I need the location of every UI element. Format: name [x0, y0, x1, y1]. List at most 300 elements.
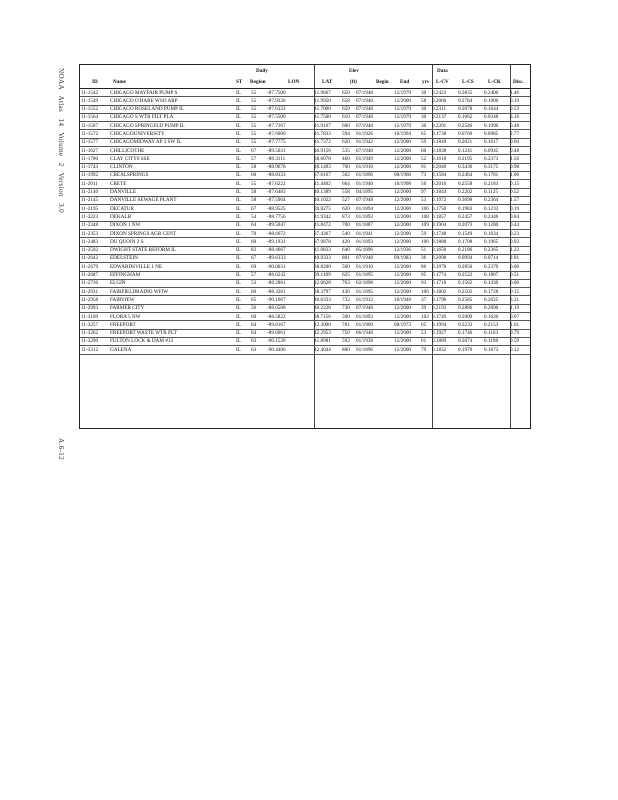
- cell-name: DIXON SPRINGS AGR CENT: [110, 230, 177, 237]
- cell-elev: 540: [342, 230, 350, 237]
- cell-lcv: 0.2060: [432, 97, 447, 104]
- cell-id: 11-1549: [81, 97, 99, 104]
- cell-name: FLORA 5 NW: [110, 313, 141, 320]
- cell-lon: -87.6483: [267, 189, 286, 196]
- cell-name: CREALSPRINGS: [110, 172, 149, 179]
- cell-region: 63: [251, 346, 257, 353]
- cell-begin: 07/1948: [356, 305, 374, 312]
- table-row: [80, 147, 530, 155]
- header-lon: LON: [288, 79, 300, 85]
- cell-end: 12/2000: [394, 313, 412, 320]
- cell-elev: 781: [342, 321, 350, 328]
- cell-lcv: 0.2137: [432, 114, 447, 121]
- cell-begin: 01/1910: [356, 164, 374, 171]
- cell-lcv: 0.1888: [432, 238, 447, 245]
- cell-lck: 0.1233: [484, 205, 499, 212]
- cell-end: 12/2000: [394, 147, 412, 154]
- cell-lat: 39.8275: [314, 205, 331, 212]
- cell-lon: -89.6061: [267, 330, 286, 337]
- cell-yrs: 52: [421, 155, 427, 162]
- cell-lcv: 0.1927: [432, 330, 447, 337]
- table-row: [80, 172, 530, 180]
- cell-st: IL: [236, 330, 241, 337]
- cell-lat: 39.1189: [314, 272, 331, 279]
- cell-begin: 01/1893: [356, 313, 374, 320]
- cell-lck: 0.1887: [484, 272, 499, 279]
- cell-id: 11-2993: [81, 305, 99, 312]
- cell-begin: 07/1940: [356, 97, 374, 104]
- cell-yrs: 106: [421, 288, 429, 295]
- cell-lcv: 0.1748: [432, 230, 447, 237]
- cell-yrs: 108: [421, 213, 429, 220]
- cell-begin: 01/1938: [356, 338, 374, 345]
- cell-lcs: 0.2195: [458, 155, 473, 162]
- table-row: [80, 114, 530, 122]
- table-row: [80, 321, 530, 329]
- cell-lcs: 0.1983: [458, 205, 473, 212]
- cell-region: 53: [251, 280, 257, 287]
- cell-lck: 0.1965: [484, 238, 499, 245]
- cell-end: 10/1948: [394, 296, 412, 303]
- cell-st: IL: [236, 197, 241, 204]
- cell-yrs: 109: [421, 222, 429, 229]
- cell-lck: 0.2025: [484, 296, 499, 303]
- cell-lat: 41.9342: [314, 213, 331, 220]
- cell-name: CHICAGO O'HARE WSO ARP: [110, 97, 178, 104]
- cell-lcs: 0.2546: [458, 122, 473, 129]
- cell-lat: 41.9167: [314, 122, 331, 129]
- cell-yrs: 93: [421, 280, 427, 287]
- cell-lck: 0.1430: [484, 280, 499, 287]
- cell-id: 11-1743: [81, 164, 99, 171]
- cell-lck: 0.1906: [484, 97, 499, 104]
- cell-lcv: 0.1994: [432, 321, 447, 328]
- cell-yrs: 102: [421, 313, 429, 320]
- header-st: ST: [236, 79, 243, 85]
- cell-elev: 873: [342, 213, 350, 220]
- table-row: [80, 97, 530, 105]
- cell-end: 12/2000: [394, 330, 412, 337]
- cell-lcv: 0.1849: [432, 139, 447, 146]
- cell-lon: -90.1667: [267, 296, 286, 303]
- cell-st: IL: [236, 255, 241, 262]
- cell-name: GALENA: [110, 346, 132, 353]
- cell-disc: 0.15: [510, 180, 520, 187]
- cell-lcv: 0.1738: [432, 130, 447, 137]
- cell-lon: -89.1931: [267, 238, 286, 245]
- cell-lat: 41.7372: [314, 139, 331, 146]
- cell-lat: 38.6078: [314, 155, 331, 162]
- cell-disc: 1.22: [510, 247, 520, 254]
- cell-lat: 42.0628: [314, 280, 331, 287]
- cell-elev: 700: [342, 164, 350, 171]
- cell-lon: -87.5964: [267, 197, 286, 204]
- cell-disc: 0.06: [510, 263, 520, 270]
- cell-id: 11-3257: [81, 321, 99, 328]
- cell-lcs: 0.2233: [458, 321, 473, 328]
- cell-begin: 07/1948: [356, 122, 374, 129]
- cell-name: FULTON LOCK & DAM #13: [110, 338, 174, 345]
- cell-lck: 0.2373: [484, 155, 499, 162]
- cell-id: 11-1700: [81, 155, 99, 162]
- cell-lcv: 0.1774: [432, 272, 447, 279]
- table-row: [80, 247, 530, 255]
- cell-region: 67: [251, 255, 257, 262]
- cell-name: EDELSTEIN: [110, 255, 138, 262]
- cell-id: 11-2642: [81, 255, 99, 262]
- cell-disc: 0.06: [510, 280, 520, 287]
- cell-lcv: 0.1838: [432, 147, 447, 154]
- table-row: [80, 346, 530, 354]
- cell-end: 12/2000: [394, 205, 412, 212]
- cell-id: 11-2348: [81, 222, 99, 229]
- cell-name: CHILLICOTHE: [110, 147, 145, 154]
- cell-disc: 0.19: [510, 205, 520, 212]
- cell-disc: 1.61: [510, 321, 520, 328]
- header-region: Region: [250, 79, 266, 85]
- cell-name: DIXON 1 NW: [110, 222, 141, 229]
- cell-disc: 0.48: [510, 147, 520, 154]
- cell-yrs: 106: [421, 238, 429, 245]
- cell-end: 12/2000: [394, 222, 412, 229]
- table-row: [80, 164, 530, 172]
- cell-region: 57: [251, 155, 257, 162]
- table-row: [80, 313, 530, 321]
- cell-name: CHICAGOMIDWAY AP 3 SW IL: [110, 139, 182, 146]
- cell-lat: 40.9333: [314, 255, 331, 262]
- table-row: [80, 280, 530, 288]
- cell-lcs: 0.2558: [458, 180, 473, 187]
- cell-yrs: 37: [421, 296, 427, 303]
- table-row: [80, 222, 530, 230]
- cell-lon: -88.5822: [267, 313, 286, 320]
- cell-name: CRETE: [110, 180, 127, 187]
- cell-id: 11-1992: [81, 172, 99, 179]
- cell-disc: 0.19: [510, 97, 520, 104]
- cell-name: FAIRVIEW: [110, 296, 135, 303]
- cell-lck: 0.1644: [484, 106, 499, 113]
- cell-elev: 750: [342, 330, 350, 337]
- header-end: End: [400, 79, 410, 85]
- cell-begin: 01/1909: [356, 321, 374, 328]
- cell-lck: 0.1280: [484, 222, 499, 229]
- cell-begin: 01/1895: [356, 272, 374, 279]
- cell-elev: 535: [342, 147, 350, 154]
- cell-id: 11-2931: [81, 288, 99, 295]
- cell-begin: 07/1948: [356, 255, 374, 262]
- cell-st: IL: [236, 313, 241, 320]
- cell-yrs: 53: [421, 330, 427, 337]
- cell-end: 09/1983: [394, 255, 412, 262]
- cell-lon: -90.4406: [267, 346, 286, 353]
- cell-end: 12/1979: [394, 106, 412, 113]
- cell-region: 55: [251, 139, 257, 146]
- cell-elev: 658: [342, 97, 350, 104]
- cell-elev: 700: [342, 222, 350, 229]
- cell-lat: 42.2953: [314, 330, 331, 337]
- cell-begin: 01/1894: [356, 205, 374, 212]
- cell-end: 12/1979: [394, 114, 412, 121]
- cell-end: 08/1968: [394, 172, 412, 179]
- cell-end: 12/2000: [394, 338, 412, 345]
- cell-st: IL: [236, 272, 241, 279]
- cell-lat: 41.0833: [314, 247, 331, 254]
- cell-end: 12/2000: [394, 263, 412, 270]
- cell-begin: 01/1887: [356, 222, 374, 229]
- cell-lcs: 0.3698: [458, 197, 473, 204]
- cell-elev: 430: [342, 288, 350, 295]
- cell-region: 58: [251, 197, 257, 204]
- cell-region: 60: [251, 172, 257, 179]
- cell-yrs: 61: [421, 338, 427, 345]
- cell-lck: 0.2406: [484, 89, 499, 96]
- cell-lon: -90.0031: [267, 263, 286, 270]
- cell-lon: -87.7500: [267, 89, 286, 96]
- cell-lcv: 0.1844: [432, 189, 447, 196]
- cell-lcv: 0.2016: [432, 180, 447, 187]
- table-row: [80, 122, 530, 130]
- cell-name: FREEPORT WASTE WTR PLT: [110, 330, 177, 337]
- cell-end: 12/2000: [394, 346, 412, 353]
- cell-yrs: 65: [421, 321, 427, 328]
- header-begin: Begin: [376, 79, 389, 85]
- cell-name: DWIGHT STATE REFORM IL: [110, 247, 177, 254]
- cell-region: 55: [251, 114, 257, 121]
- cell-lon: -87.9336: [267, 97, 286, 104]
- cell-id: 11-2145: [81, 197, 99, 204]
- cell-yrs: 73: [421, 172, 427, 179]
- cell-yrs: 30: [421, 106, 427, 113]
- cell-region: 70: [251, 230, 257, 237]
- cell-lcv: 0.1618: [432, 155, 447, 162]
- cell-lck: 0.0945: [484, 147, 499, 154]
- cell-region: 55: [251, 97, 257, 104]
- cell-id: 11-1564: [81, 114, 99, 121]
- cell-lon: -88.9678: [267, 164, 286, 171]
- header-lck: L-CK: [488, 79, 501, 85]
- cell-id: 11-2502: [81, 247, 99, 254]
- cell-lcs: 0.2886: [458, 305, 473, 312]
- cell-elev: 732: [342, 296, 350, 303]
- cell-elev: 659: [342, 106, 350, 113]
- header-disc: Disc.: [513, 79, 524, 85]
- cell-end: 12/2000: [394, 305, 412, 312]
- header-lcv: L-CV: [436, 79, 449, 85]
- cell-yrs: 30: [421, 122, 427, 129]
- cell-lck: 0.1125: [484, 189, 499, 196]
- cell-end: 08/1973: [394, 321, 412, 328]
- cell-lck: 0.2446: [484, 213, 499, 220]
- cell-end: 12/2000: [394, 189, 412, 196]
- cell-st: IL: [236, 122, 241, 129]
- cell-lcs: 0.2021: [458, 139, 473, 146]
- cell-lat: 41.4402: [314, 180, 331, 187]
- table-row: [80, 230, 530, 238]
- cell-begin: 01/1942: [356, 139, 374, 146]
- cell-begin: 06/1948: [356, 330, 374, 337]
- cell-elev: 502: [342, 172, 350, 179]
- cell-region: 56: [251, 305, 257, 312]
- cell-disc: 3.16: [510, 114, 520, 121]
- cell-st: IL: [236, 97, 241, 104]
- table-row: [80, 130, 530, 138]
- cell-begin: 07/1948: [356, 89, 374, 96]
- cell-name: DEKALB: [110, 213, 132, 220]
- cell-disc: 0.52: [510, 189, 520, 196]
- cell-lcs: 0.2850: [458, 263, 473, 270]
- cell-lat: 37.6167: [314, 172, 331, 179]
- cell-lcs: 0.1708: [458, 238, 473, 245]
- cell-yrs: 58: [421, 97, 427, 104]
- cell-region: 64: [251, 222, 257, 229]
- cell-disc: 2.01: [510, 255, 520, 262]
- cell-end: 12/1979: [394, 89, 412, 96]
- cell-id: 11-3262: [81, 330, 99, 337]
- cell-st: IL: [236, 280, 241, 287]
- cell-disc: 3.31: [510, 296, 520, 303]
- cell-end: 12/2000: [394, 164, 412, 171]
- cell-lcs: 0.0994: [458, 255, 473, 262]
- cell-lcs: 0.3436: [458, 164, 473, 171]
- cell-lcs: 0.2784: [458, 97, 473, 104]
- cell-disc: 1.46: [510, 89, 520, 96]
- cell-begin: 01/1893: [356, 238, 374, 245]
- cell-lcv: 0.1857: [432, 213, 447, 220]
- cell-name: FARMER CITY: [110, 305, 145, 312]
- header-id: ID: [92, 79, 98, 85]
- cell-lcs: 0.2202: [458, 189, 473, 196]
- cell-name: DECATUR: [110, 205, 134, 212]
- cell-id: 11-2736: [81, 280, 99, 287]
- cell-begin: 01/1912: [356, 296, 374, 303]
- cell-lck: 0.1163: [484, 330, 499, 337]
- cell-name: CHICAGOUNIVERSITY: [110, 130, 165, 137]
- cell-lck: 0.1728: [484, 288, 499, 295]
- cell-lat: 40.6333: [314, 296, 331, 303]
- cell-st: IL: [236, 321, 241, 328]
- cell-lck: 0.2183: [484, 180, 499, 187]
- cell-st: IL: [236, 288, 241, 295]
- cell-lck: 0.0714: [484, 255, 499, 262]
- cell-end: 10/1998: [394, 180, 412, 187]
- cell-lon: -87.5500: [267, 114, 286, 121]
- cell-lck: 0.0985: [484, 130, 499, 137]
- cell-name: EDWARDSVILLE 1 NE: [110, 263, 163, 270]
- table-row: [80, 238, 530, 246]
- cell-elev: 650: [342, 89, 350, 96]
- table-row: [80, 139, 530, 147]
- cell-id: 11-2687: [81, 272, 99, 279]
- cell-end: 12/2000: [394, 288, 412, 295]
- table-row: [80, 338, 530, 346]
- cell-elev: 558: [342, 189, 350, 196]
- cell-st: IL: [236, 247, 241, 254]
- cell-region: 67: [251, 147, 257, 154]
- cell-elev: 527: [342, 197, 350, 204]
- cell-lcs: 0.2522: [458, 272, 473, 279]
- header-ft: (ft): [350, 79, 357, 85]
- cell-end: 12/2000: [394, 97, 412, 104]
- cell-lck: 0.2153: [484, 321, 499, 328]
- cell-end: 10/1994: [394, 130, 412, 137]
- cell-lcs: 0.2009: [458, 313, 473, 320]
- cell-elev: 730: [342, 305, 350, 312]
- cell-yrs: 30: [421, 89, 427, 96]
- cell-lon: -88.6672: [267, 230, 286, 237]
- cell-lcv: 0.1972: [432, 197, 447, 204]
- cell-lon: -88.6508: [267, 305, 286, 312]
- cell-begin: 01/1949: [356, 155, 374, 162]
- cell-st: IL: [236, 238, 241, 245]
- cell-region: 69: [251, 263, 257, 270]
- station-table: [79, 64, 531, 429]
- cell-lon: -88.9525: [267, 205, 286, 212]
- cell-disc: 1.06: [510, 172, 520, 179]
- cell-lck: 0.2890: [484, 305, 499, 312]
- cell-yrs: 95: [421, 272, 427, 279]
- cell-elev: 664: [342, 180, 350, 187]
- cell-region: 57: [251, 272, 257, 279]
- cell-yrs: 59: [421, 230, 427, 237]
- header-lcs: L-CS: [462, 79, 474, 85]
- cell-elev: 600: [342, 122, 350, 129]
- cell-id: 11-2011: [81, 180, 98, 187]
- cell-elev: 610: [342, 114, 350, 121]
- cell-region: 58: [251, 189, 257, 196]
- cell-region: 82: [251, 247, 257, 254]
- cell-yrs: 30: [421, 114, 427, 121]
- cell-end: 12/2000: [394, 139, 412, 146]
- cell-id: 11-1627: [81, 147, 99, 154]
- cell-disc: 0.12: [510, 346, 520, 353]
- cell-st: IL: [236, 222, 241, 229]
- cell-st: IL: [236, 296, 241, 303]
- cell-lcv: 0.1584: [432, 172, 447, 179]
- cell-lck: 0.1626: [484, 313, 499, 320]
- cell-elev: 640: [342, 247, 350, 254]
- cell-yrs: 91: [421, 164, 427, 171]
- cell-lcs: 0.2464: [458, 172, 473, 179]
- cell-lat: 41.7000: [314, 106, 331, 113]
- cell-lon: -88.3111: [267, 155, 286, 162]
- cell-disc: 0.93: [510, 238, 520, 245]
- cell-id: 11-2353: [81, 230, 99, 237]
- cell-begin: 01/1893: [356, 213, 374, 220]
- cell-end: 12/1979: [394, 122, 412, 129]
- cell-lcv: 0.1904: [432, 222, 447, 229]
- cell-id: 11-3109: [81, 313, 99, 320]
- cell-id: 11-2140: [81, 189, 99, 196]
- cell-lon: -88.3261: [267, 288, 286, 295]
- cell-lcs: 0.2078: [458, 106, 473, 113]
- header-name: Name: [113, 79, 126, 85]
- cell-disc: 0.98: [510, 164, 520, 171]
- cell-lck: 0.2364: [484, 197, 499, 204]
- cell-lcs: 0.1241: [458, 147, 473, 154]
- cell-lck: 0.1198: [484, 338, 499, 345]
- cell-lat: 40.1022: [314, 197, 331, 204]
- cell-st: IL: [236, 114, 241, 121]
- cell-lcs: 0.1549: [458, 230, 473, 237]
- cell-lcv: 0.2311: [432, 106, 447, 113]
- cell-st: IL: [236, 205, 241, 212]
- header-lat: LAT: [322, 79, 333, 85]
- cell-begin: 01/1896: [356, 172, 374, 179]
- cell-lon: -88.4667: [267, 247, 286, 254]
- table-row: [80, 263, 530, 271]
- cell-end: 12/2000: [394, 213, 412, 220]
- table-row: [80, 255, 530, 263]
